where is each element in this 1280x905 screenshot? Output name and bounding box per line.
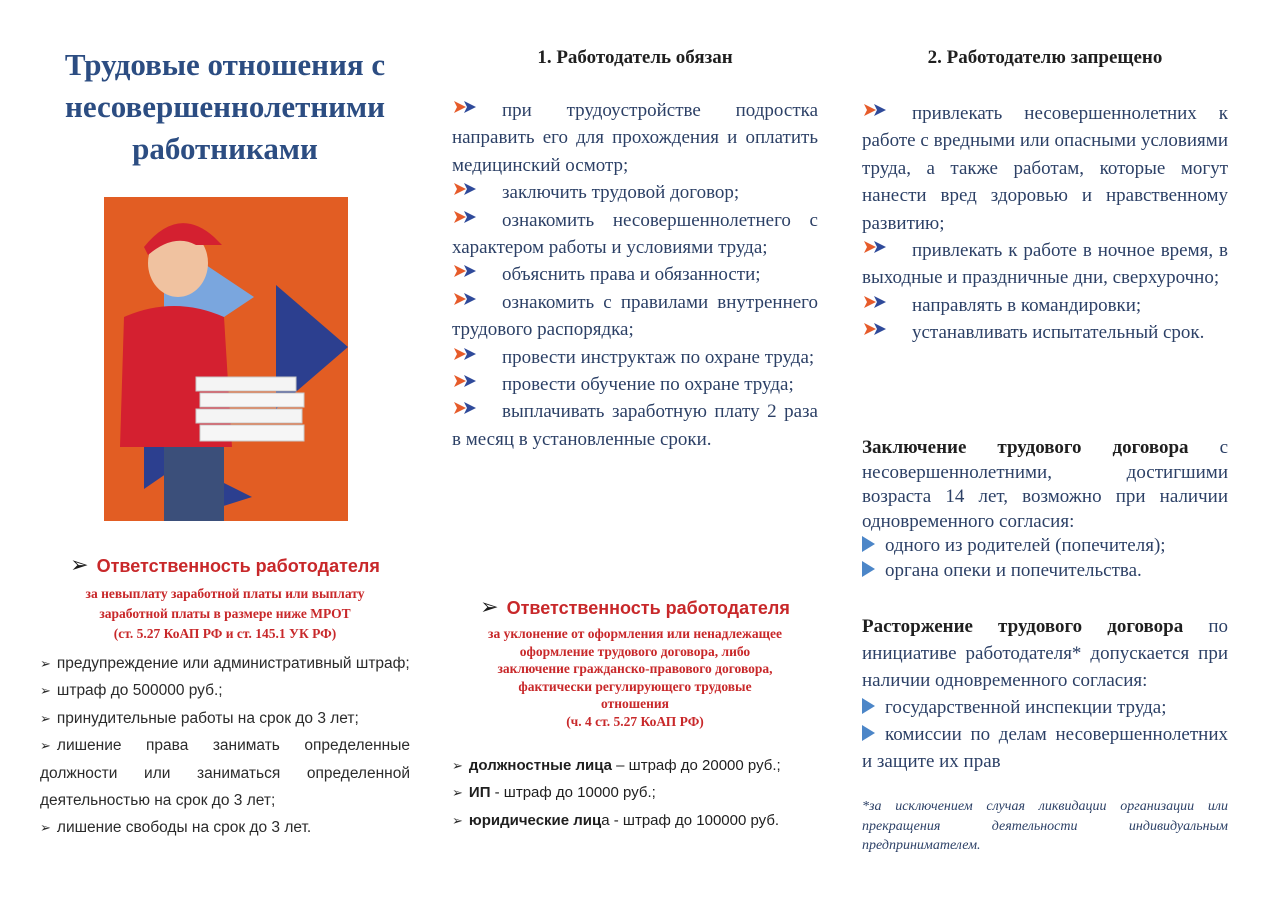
arrowhead-icon: ➢ bbox=[40, 820, 51, 836]
list-item: одного из родителей (попечителя); bbox=[862, 534, 1228, 559]
contract-conclusion-block bbox=[862, 436, 1228, 583]
arrowhead-icon: ➢ bbox=[40, 683, 51, 699]
arrowhead-icon: ➢ bbox=[480, 594, 499, 619]
list-item: ➢ юридические лица - штраф до 100000 руб. bbox=[452, 811, 780, 829]
double-arrow-icon bbox=[862, 322, 912, 336]
arrowhead-icon: ➢ bbox=[70, 552, 89, 577]
list-item: устанавливать испытательный срок. bbox=[862, 319, 1228, 346]
list-item: привлекать несовершеннолетних к работе с вредными или опасными условиями труда, а также работам, которые могут нанести вред здоровью и нравственному развитию; bbox=[862, 103, 1228, 234]
list-item: выплачивать заработную плату 2 раза в месяц в установленные сроки. bbox=[452, 401, 818, 450]
list-item: комиссии по делам несовершеннолетних и защите их прав bbox=[862, 724, 1228, 772]
contract-termination-text: Расторжение трудового договора по инициативе работодателя* допускается при наличии одновременного согласия: bbox=[862, 616, 1229, 691]
list-item: ➢ штраф до 500000 руб.; bbox=[40, 682, 223, 700]
triangle-bullet-icon bbox=[862, 698, 875, 714]
double-arrow-icon bbox=[452, 264, 502, 278]
leaflet-title: Трудовые отношения с несовершеннолетними работниками bbox=[64, 47, 386, 166]
list-item: ➢ должностные лица – штраф до 20000 руб.; bbox=[452, 757, 781, 774]
contract-responsibility-heading: ➢ Ответственность работодателя bbox=[480, 594, 790, 619]
contract-responsibility-block bbox=[450, 594, 820, 730]
double-arrow-icon bbox=[862, 103, 912, 117]
employer-duties-list bbox=[452, 97, 818, 453]
double-arrow-icon bbox=[452, 100, 502, 114]
list-item: ознакомить несовершеннолетнего с характером работы и условиями труда; bbox=[452, 209, 818, 259]
arrowhead-icon: ➢ bbox=[452, 785, 463, 801]
arrowhead-icon: ➢ bbox=[452, 812, 463, 828]
list-item: объяснить права и обязанности; bbox=[452, 261, 818, 288]
list-item: ➢ лишение права занимать определенные должности или заниматься определенной деятельностью на срок до 3 лет; bbox=[40, 737, 410, 810]
arrowhead-icon: ➢ bbox=[40, 710, 51, 726]
salary-penalties-list bbox=[40, 650, 410, 842]
salary-responsibility-heading: ➢ Ответственность работодателя bbox=[70, 552, 380, 577]
double-arrow-icon bbox=[862, 295, 912, 309]
list-item: привлекать к работе в ночное время, в выходные и праздничные дни, сверхурочно; bbox=[862, 240, 1228, 289]
triangle-bullet-icon bbox=[862, 536, 875, 552]
double-arrow-icon bbox=[452, 210, 502, 224]
contract-termination-block bbox=[862, 613, 1228, 775]
double-arrow-icon bbox=[452, 347, 502, 361]
list-item: при трудоустройстве подростка направить его для прохождения и оплатить медицинский осмотр; bbox=[452, 100, 818, 176]
list-item: ➢ принудительные работы на срок до 3 лет; bbox=[40, 709, 359, 727]
salary-responsibility-subtitle: за невыплату заработной платы или выплату заработной платы в размере ниже МРОТ (ст. 5.27 КоАП РФ и ст. 145.1 УК РФ) bbox=[85, 586, 365, 641]
termination-footnote: *за исключением случая ликвидации организации или прекращения деятельности индивидуальным предпринимателем. bbox=[862, 799, 1228, 853]
double-arrow-icon bbox=[452, 182, 502, 196]
contract-conclusion-text: Заключение трудового договора с несовершеннолетними, достигшими возраста 14 лет, возможно при наличии одновременного согласия: bbox=[862, 437, 1228, 532]
list-item: ознакомить с правилами внутреннего трудового распорядка; bbox=[452, 291, 818, 341]
list-item: направлять в командировки; bbox=[862, 292, 1228, 319]
double-arrow-icon bbox=[452, 374, 502, 388]
arrowhead-icon: ➢ bbox=[40, 656, 51, 671]
double-arrow-icon bbox=[862, 240, 912, 254]
triangle-bullet-icon bbox=[862, 725, 875, 741]
list-item: заключить трудовой договор; bbox=[452, 179, 818, 206]
contract-fines-list bbox=[452, 752, 818, 834]
teen-worker-photo bbox=[104, 197, 348, 521]
double-arrow-icon bbox=[452, 401, 502, 415]
list-item: государственной инспекции труда; bbox=[862, 694, 1228, 721]
list-item: ➢ предупреждение или административный штраф; bbox=[40, 655, 410, 672]
arrowhead-icon: ➢ bbox=[40, 738, 51, 754]
triangle-bullet-icon bbox=[862, 561, 875, 577]
employer-obliged-heading: 1. Работодатель обязан bbox=[537, 47, 733, 68]
list-item: органа опеки и попечительства. bbox=[862, 559, 1228, 584]
employer-prohibited-heading: 2. Работодателю запрещено bbox=[927, 47, 1163, 68]
list-item: ➢ ИП - штраф до 10000 руб.; bbox=[452, 784, 656, 802]
double-arrow-icon bbox=[452, 292, 502, 306]
salary-responsibility-block bbox=[40, 552, 410, 644]
list-item: провести обучение по охране труда; bbox=[452, 371, 818, 398]
arrowhead-icon: ➢ bbox=[452, 758, 463, 773]
contract-responsibility-subtitle: за уклонение от оформления или ненадлежащее оформление трудового договора, либо заключение гражданско-правового договора, фактически регулирующего трудовые отношения (ч. 4 ст. 5.27 КоАП РФ) bbox=[488, 626, 782, 729]
list-item: провести инструктаж по охране труда; bbox=[452, 344, 818, 371]
list-item: ➢ лишение свободы на срок до 3 лет. bbox=[40, 819, 312, 837]
employer-prohibitions-list bbox=[862, 100, 1228, 347]
